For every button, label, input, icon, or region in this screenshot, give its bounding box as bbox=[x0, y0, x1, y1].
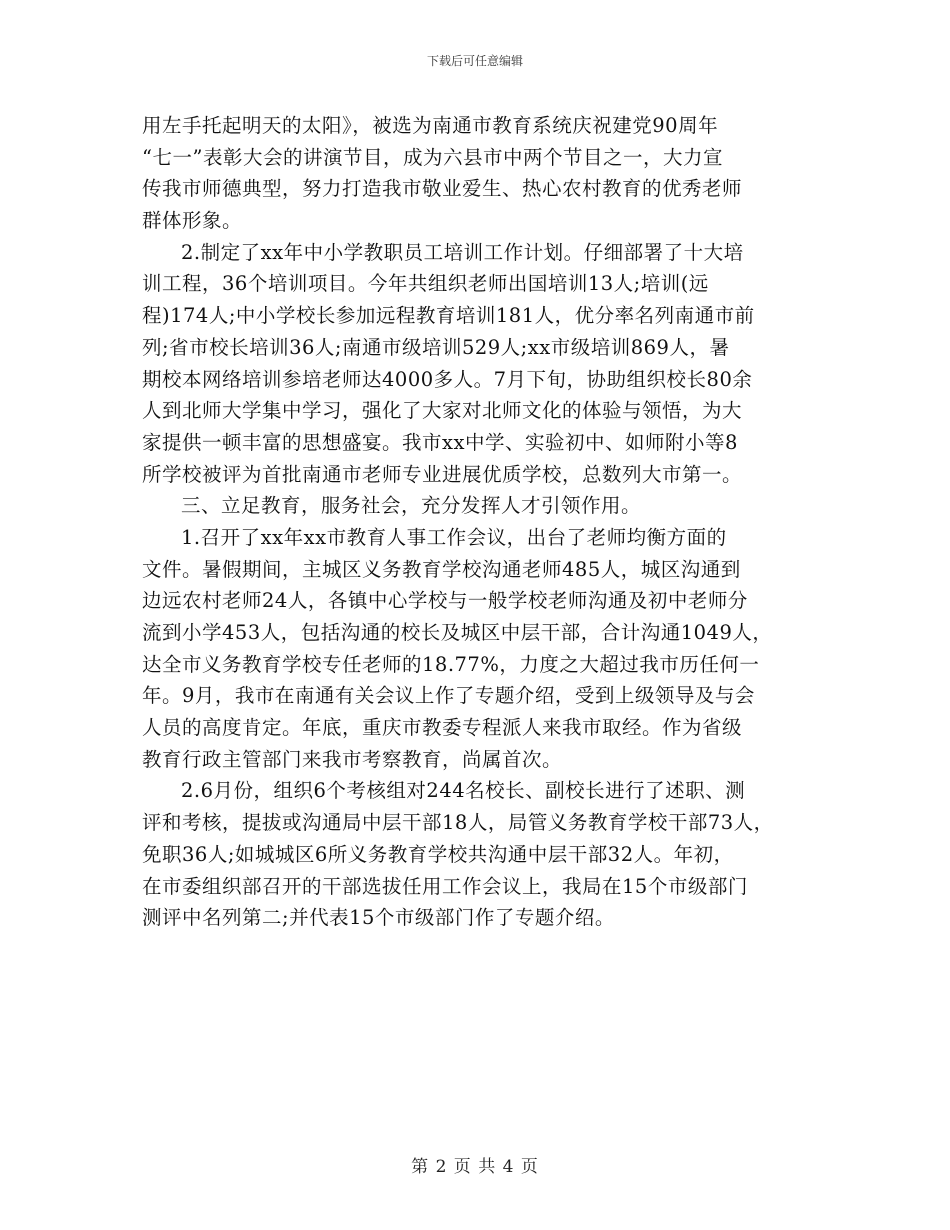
text-line: 训工程，36个培训项目。今年共组织老师出国培训13人;培训(远 bbox=[142, 272, 709, 296]
text-line: 人到北师大学集中学习，强化了大家对北师文化的体验与领悟，为大 bbox=[142, 399, 743, 423]
text-line: 达全市义务教育学校专任老师的18.77%，力度之大超过我市历任何一 bbox=[142, 652, 760, 676]
document-body bbox=[142, 110, 817, 934]
text-line: 人员的高度肯定。年底，重庆市教委专程派人来我市取经。作为省级 bbox=[142, 716, 743, 740]
text-line: 1.召开了xx年xx市教育人事工作会议，出台了老师均衡方面的 bbox=[181, 525, 727, 549]
section-heading: 三、立足教育，服务社会，充分发挥人才引领作用。 bbox=[181, 494, 642, 518]
text-line: 用左手托起明天的太阳》，被选为南通市教育系统庆祝建党90周年 bbox=[142, 114, 719, 137]
text-line: 群体形象。 bbox=[142, 209, 243, 233]
text-line: 评和考核，提拔或沟通局中层干部18人，局管义务教育学校干部73人， bbox=[142, 811, 774, 835]
text-line: 免职36人;如城城区6所义务教育学校共沟通中层干部32人。年初， bbox=[142, 842, 734, 866]
text-line: 教育行政主管部门来我市考察教育，尚属首次。 bbox=[142, 747, 563, 771]
text-line: 列;省市校长培训36人;南通市级培训529人;xx市级培训869人，暑 bbox=[142, 335, 730, 359]
text-line: 期校本网络培训参培老师达4000多人。7月下旬，协助组织校长80余 bbox=[142, 367, 753, 391]
text-line: 程)174人;中小学校长参加远程教育培训181人，优分率名列南通市前 bbox=[142, 304, 755, 328]
text-line: 文件。暑假期间，主城区义务教育学校沟通老师485人，城区沟通到 bbox=[142, 557, 741, 581]
text-line: 测评中名列第二;并代表15个市级部门作了专题介绍。 bbox=[142, 906, 615, 930]
text-line: 在市委组织部召开的干部选拔任用工作会议上，我局在15个市级部门 bbox=[142, 874, 748, 898]
text-line: 2.制定了xx年中小学教职员工培训工作计划。仔细部署了十大培 bbox=[181, 240, 744, 264]
page-number: 第 2 页 共 4 页 bbox=[411, 1157, 539, 1177]
text-line: 所学校被评为首批南通市老师专业进展优质学校，总数列大市第一。 bbox=[142, 462, 743, 486]
text-line: 2.6月份，组织6个考核组对244名校长、副校长进行了述职、测 bbox=[181, 779, 746, 803]
text-line: 家提供一顿丰富的思想盛宴。我市xx中学、实验初中、如师附小等8 bbox=[142, 430, 738, 454]
text-line: 流到小学453人，包括沟通的校长及城区中层干部，合计沟通1049人， bbox=[142, 621, 773, 644]
header-note: 下载后可任意编辑 bbox=[426, 54, 523, 68]
text-line: 年。9月，我市在南通有关会议上作了专题介绍，受到上级领导及与会 bbox=[142, 684, 755, 708]
text-line: 传我市师德典型，努力打造我市敬业爱生、热心农村教育的优秀老师 bbox=[142, 177, 743, 201]
text-line: 边远农村老师24人，各镇中心学校与一般学校老师沟通及初中老师分 bbox=[142, 589, 748, 613]
text-line: “七一”表彰大会的讲演节目，成为六县市中两个节目之一，大力宣 bbox=[142, 145, 723, 169]
